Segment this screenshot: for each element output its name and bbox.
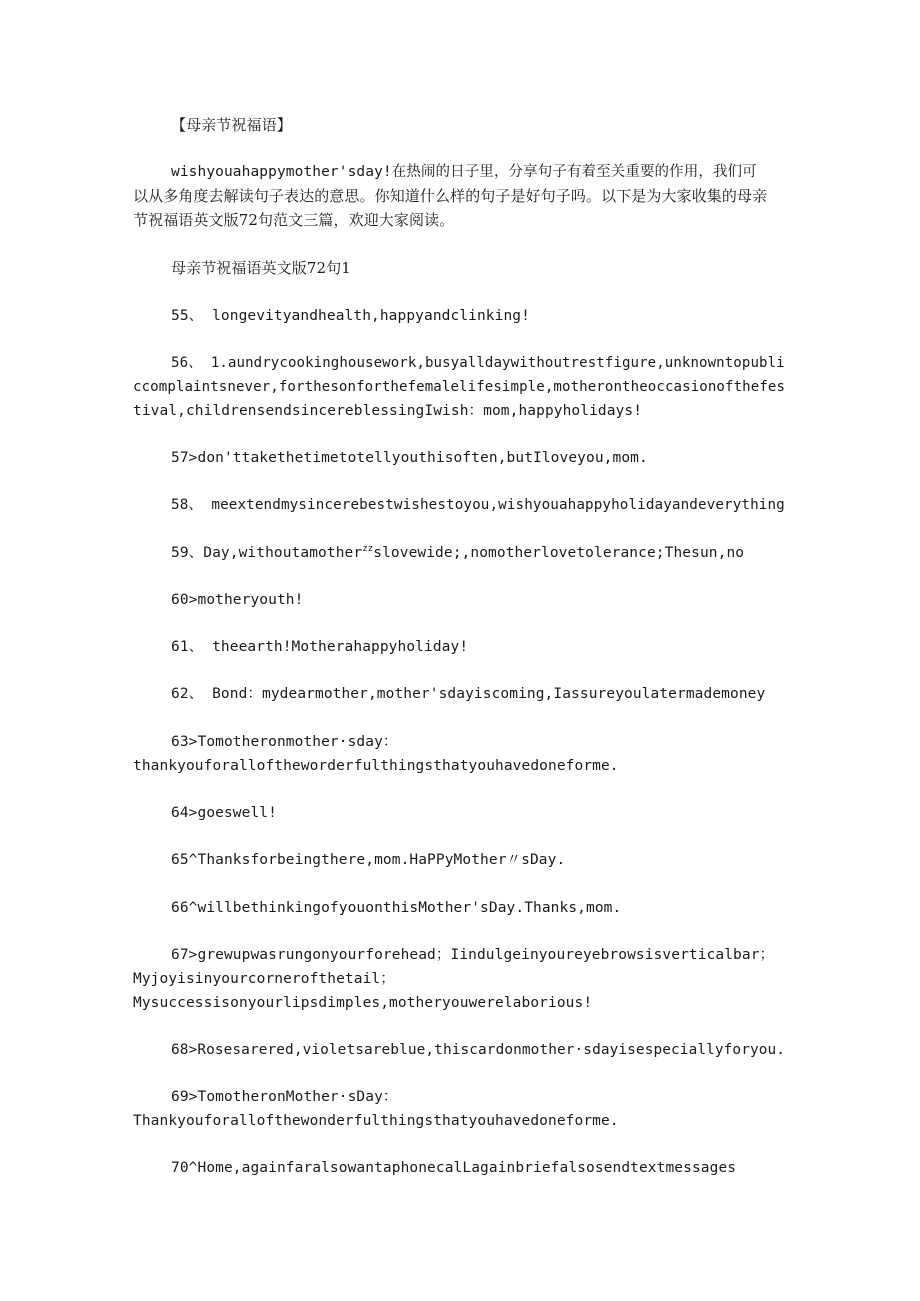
list-item: 62、 Bond：mydearmother,mother'sdayiscoming,Iassureyoulatermademoney — [171, 686, 766, 702]
intro-line: 以从多角度去解读句子表达的意思。你知道什么样的句子是好句子吗。以下是为大家收集的母亲 — [133, 187, 768, 205]
list-item-continuation: Myjoyisinyourcornerofthetail； — [133, 971, 395, 987]
list-item — [171, 541, 744, 565]
list-item: 64>goeswell! — [171, 805, 277, 821]
list-item-continuation: tival,childrensendsincereblessingIwish：mom,happyholidays! — [133, 403, 643, 419]
list-item: 68>Rosesarered,violetsareblue,thiscardonmother·sdayisespeciallyforyou. — [171, 1042, 786, 1058]
document-heading: 【母亲节祝福语】 — [171, 116, 292, 134]
list-item: 60>motheryouth! — [171, 592, 304, 608]
list-item-text: slovewide;,nomotherlovetolerance;Thesun,no — [373, 545, 745, 561]
list-item: 69>TomotheronMother·sDay： — [171, 1089, 398, 1105]
superscript-mark: zz — [362, 544, 374, 555]
list-item: 70^Home,againfaralsowantaphonecalLagainbriefalsosendtextmessages — [171, 1160, 737, 1176]
list-item: 55、 longevityandhealth,happyandclinking! — [171, 308, 530, 324]
list-item: 67>grewupwasrungonyourforehead；Iindulgeinyoureyebrowsisverticalbar； — [171, 947, 775, 963]
list-item-continuation: ccomplaintsnever,forthesonforthefemalelifesimple,motherontheoccasionofthefes — [133, 379, 786, 395]
list-item-continuation: thankyouforalloftheworderfulthingsthatyouhavedoneforme. — [133, 758, 619, 774]
list-item-continuation: Mysuccessisonyourlipsdimples,motheryouwerelaborious! — [133, 995, 593, 1011]
list-item-continuation: Thankyouforallofthewonderfulthingsthatyouhavedoneforme. — [133, 1113, 619, 1129]
list-item: 63>Tomotheronmother·sday： — [171, 734, 398, 750]
intro-line: wishyouahappymother'sday!在热闹的日子里，分享句子有着至关重要的作用，我们可 — [171, 164, 757, 180]
list-item: 66^willbethinkingofyouonthisMother'sDay.Thanks,mom. — [171, 900, 622, 916]
list-item: 56、 1.aundrycookinghousework,busyalldaywithoutrestfigure,unknowntopubli — [171, 355, 785, 371]
list-item: 65^Thanksforbeingthere,mom.HaPPyMother〃sDay. — [171, 852, 566, 868]
intro-line: 节祝福语英文版72句范文三篇，欢迎大家阅读。 — [133, 211, 455, 229]
section-title: 母亲节祝福语英文版72句1 — [171, 259, 351, 277]
list-item: 57>don'ttakethetimetotellyouthisoften,butIloveyou,mom. — [171, 450, 648, 466]
list-item-text: 59、Day,withoutamother — [171, 545, 363, 561]
list-item: 58、 meextendmysincerebestwishestoyou,wishyouahappyholidayandeverything — [171, 497, 785, 513]
list-item: 61、 theearth!Motherahappyholiday! — [171, 639, 469, 655]
